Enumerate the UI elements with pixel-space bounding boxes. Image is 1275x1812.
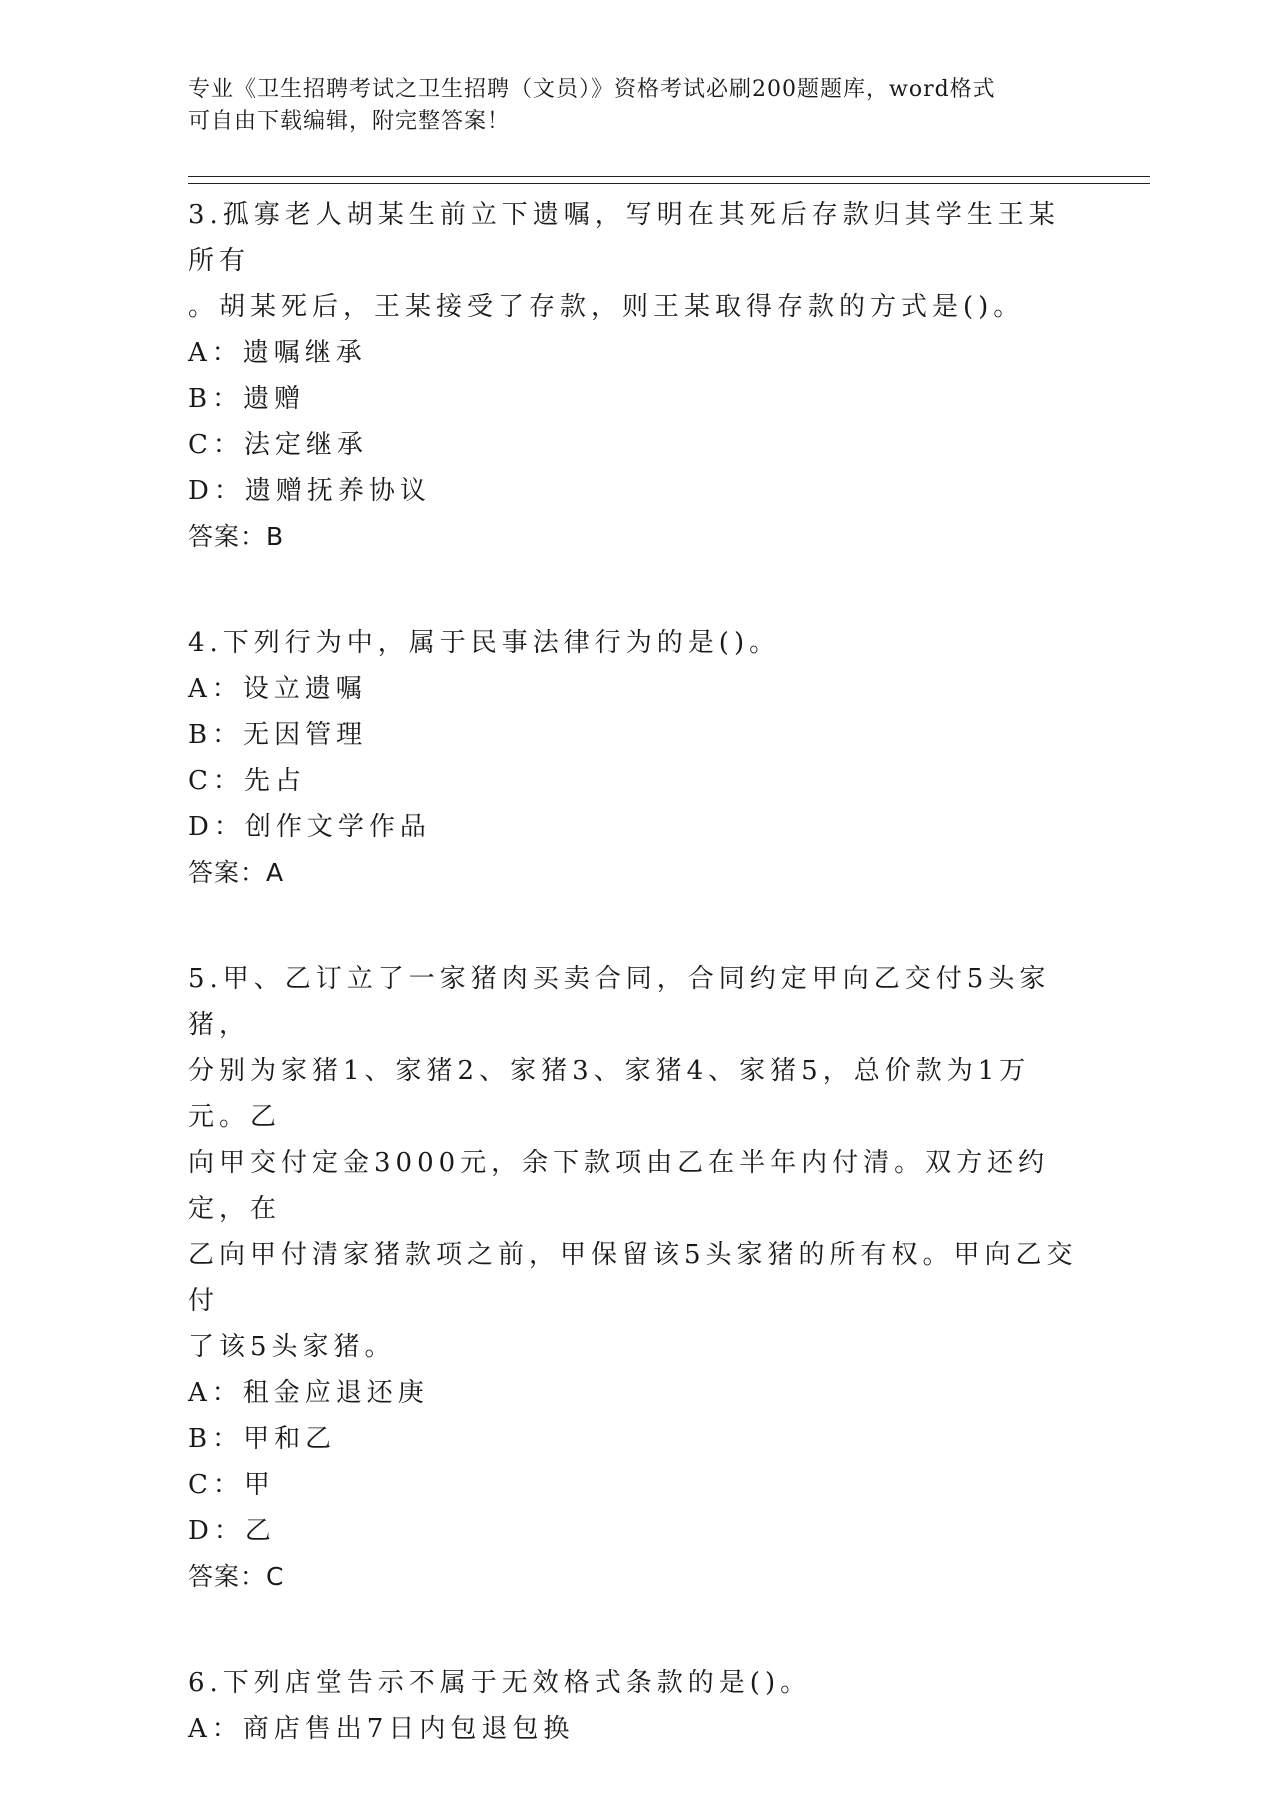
option-b: B：遗赠 [188,384,306,414]
answer: 答案：A [188,858,285,887]
header-line-2: 可自由下载编辑，附完整答案！ [188,109,511,134]
answer: 答案：C [188,1562,285,1591]
question-4 [188,620,1088,896]
question-text-line: 6.下列店堂告示不属于无效格式条款的是()。 [188,1668,812,1698]
question-6 [188,1660,1088,1752]
option-d: D：创作文学作品 [188,812,431,842]
question-text-line: 乙向甲付清家猪款项之前，甲保留该5头家猪的所有权。甲向乙交付 [188,1240,1078,1316]
question-list [188,192,1088,1812]
question-text-line: 4.下列行为中，属于民事法律行为的是()。 [188,628,781,658]
option-a: A：遗嘱继承 [188,338,367,368]
header-divider [188,176,1150,184]
document-header [188,74,1068,138]
option-b: B：无因管理 [188,720,368,750]
option-d: D：乙 [188,1516,276,1546]
option-a: A：租金应退还庚 [188,1378,429,1408]
question-text-line: 分别为家猪1、家猪2、家猪3、家猪4、家猪5，总价款为1万元。乙 [188,1056,1031,1132]
option-a: A：设立遗嘱 [188,674,367,704]
option-c: C：先占 [188,766,306,796]
question-3 [188,192,1088,560]
question-text-line: 3.孤寡老人胡某生前立下遗嘱，写明在其死后存款归其学生王某所有 [188,200,1060,276]
question-text-line: 。胡某死后，王某接受了存款，则王某取得存款的方式是()。 [188,292,1025,322]
question-5 [188,956,1088,1600]
question-text-line: 了该5头家猪。 [188,1332,396,1362]
option-b: B：甲和乙 [188,1424,337,1454]
question-text-line: 向甲交付定金3000元，余下款项由乙在半年内付清。双方还约定，在 [188,1148,1050,1224]
question-text-line: 5.甲、乙订立了一家猪肉买卖合同，合同约定甲向乙交付5头家猪， [188,964,1051,1040]
header-line-1: 专业《卫生招聘考试之卫生招聘（文员）》资格考试必刷200题题库，word格式 [188,77,996,102]
option-a: A：商店售出7日内包退包换 [188,1714,575,1744]
option-c: C：甲 [188,1470,275,1500]
option-c: C：法定继承 [188,430,368,460]
answer: 答案：B [188,522,285,551]
option-d: D：遗赠抚养协议 [188,476,431,506]
